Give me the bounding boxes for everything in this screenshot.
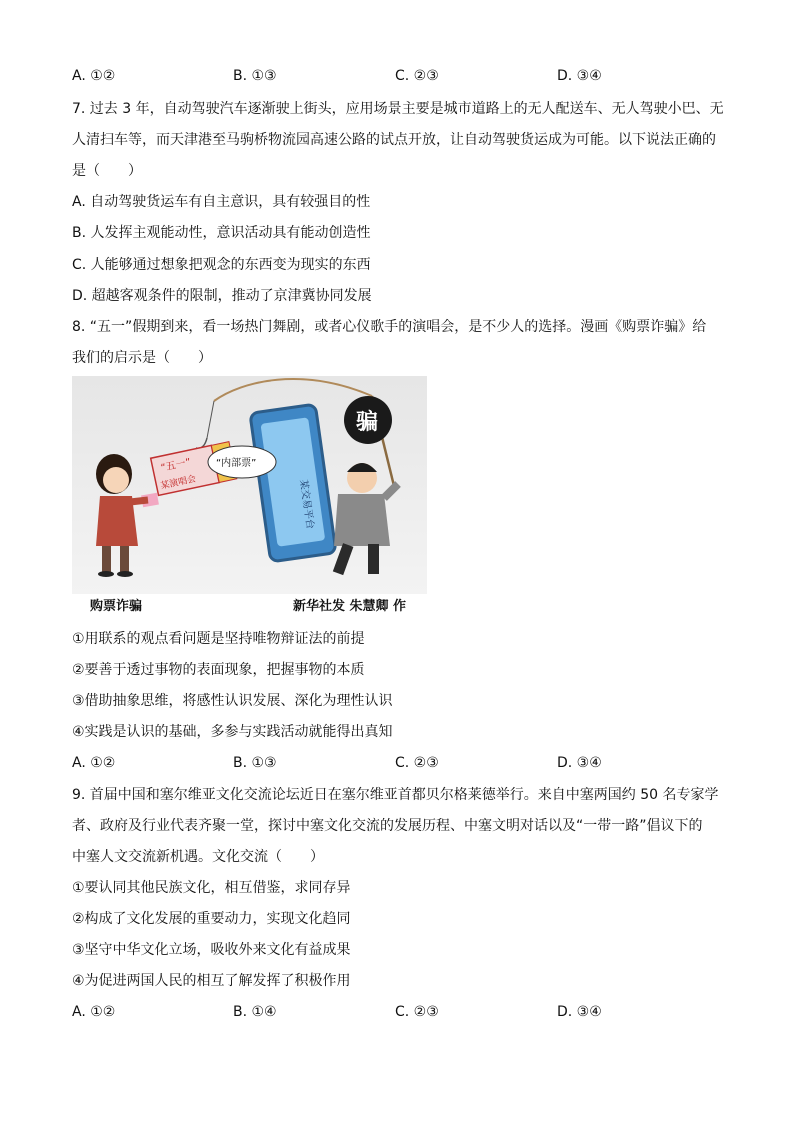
q7-option-c: C. 人能够通过想象把观念的东西变为现实的东西 <box>72 257 371 273</box>
q6-option-d: D. ③④ <box>557 68 602 84</box>
q9-statement-4: ④为促进两国人民的相互了解发挥了积极作用 <box>72 973 351 989</box>
q9-statement-3: ③坚守中华文化立场，吸收外来文化有益成果 <box>72 942 351 958</box>
q7-stem-line-3: 是（ ） <box>72 163 142 179</box>
cartoon-caption-credit: 新华社发 朱慧卿 作 <box>293 599 407 614</box>
q9-option-a: A. ①② <box>72 1004 116 1020</box>
q8-option-b: B. ①③ <box>233 755 277 771</box>
q8-statement-1: ①用联系的观点看问题是坚持唯物辩证法的前提 <box>72 631 365 647</box>
ticket-label-top: “五一” <box>159 457 192 475</box>
q7-option-a: A. 自动驾驶货运车有自主意识，具有较强目的性 <box>72 194 371 210</box>
cartoon-caption-title: 购票诈骗 <box>90 599 143 614</box>
q7-option-d: D. 超越客观条件的限制，推动了京津冀协同发展 <box>72 288 372 304</box>
q6-options <box>72 66 732 86</box>
q8-option-c: C. ②③ <box>395 755 439 771</box>
q8-stem-line-1: 8. “五一”假期到来，看一场热门舞剧，或者心仪歌手的演唱会，是不少人的选择。漫画《购票诈骗》给 <box>72 319 707 335</box>
q7-stem-line-2: 人清扫车等，而天津港至马驹桥物流园高速公路的试点开放，让自动驾驶货运成为可能。以下说法正确的 <box>72 132 716 148</box>
q9-option-d: D. ③④ <box>557 1004 602 1020</box>
q8-statement-2: ②要善于透过事物的表面现象，把握事物的本质 <box>72 662 365 678</box>
fraud-cartoon <box>72 376 427 620</box>
q8-options <box>72 753 732 773</box>
q8-statement-4: ④实践是认识的基础，多参与实践活动就能得出真知 <box>72 724 393 740</box>
q7-option-b: B. 人发挥主观能动性，意识活动具有能动创造性 <box>72 225 371 241</box>
bubble-text: 骗 <box>356 410 379 435</box>
q8-stem-line-2: 我们的启示是（ ） <box>72 350 212 366</box>
q9-option-b: B. ①④ <box>233 1004 277 1020</box>
q9-stem-line-3: 中塞人文交流新机遇。文化交流（ ） <box>72 849 324 865</box>
q9-options <box>72 1002 732 1022</box>
inside-ticket-sign <box>208 446 276 478</box>
q8-option-d: D. ③④ <box>557 755 602 771</box>
phone-screen-text: 某交易平台 <box>297 478 316 530</box>
q6-option-b: B. ①③ <box>233 68 277 84</box>
q9-statement-2: ②构成了文化发展的重要动力，实现文化趋同 <box>72 911 351 927</box>
ticket-label-bottom: 某演唱会 <box>159 474 198 492</box>
q6-option-c: C. ②③ <box>395 68 439 84</box>
sign-text: “内部票” <box>216 458 257 469</box>
q6-option-a: A. ①② <box>72 68 116 84</box>
cartoon-illustration <box>72 376 427 620</box>
speech-bubble <box>344 396 392 444</box>
q9-option-c: C. ②③ <box>395 1004 439 1020</box>
q9-statement-1: ①要认同其他民族文化，相互借鉴，求同存异 <box>72 880 351 896</box>
q7-stem-line-1: 7. 过去 3 年，自动驾驶汽车逐渐驶上街头，应用场景主要是城市道路上的无人配送车、无人驾驶小巴、无 <box>72 101 724 117</box>
q9-stem-line-2: 者、政府及行业代表齐聚一堂，探讨中塞文化交流的发展历程、中塞文明对话以及“一带一路”倡议下的 <box>72 818 703 834</box>
q9-stem-line-1: 9. 首届中国和塞尔维亚文化交流论坛近日在塞尔维亚首都贝尔格莱德举行。来自中塞两国约 50 名专家学 <box>72 787 719 803</box>
q8-option-a: A. ①② <box>72 755 116 771</box>
q8-statement-3: ③借助抽象思维，将感性认识发展、深化为理性认识 <box>72 693 393 709</box>
